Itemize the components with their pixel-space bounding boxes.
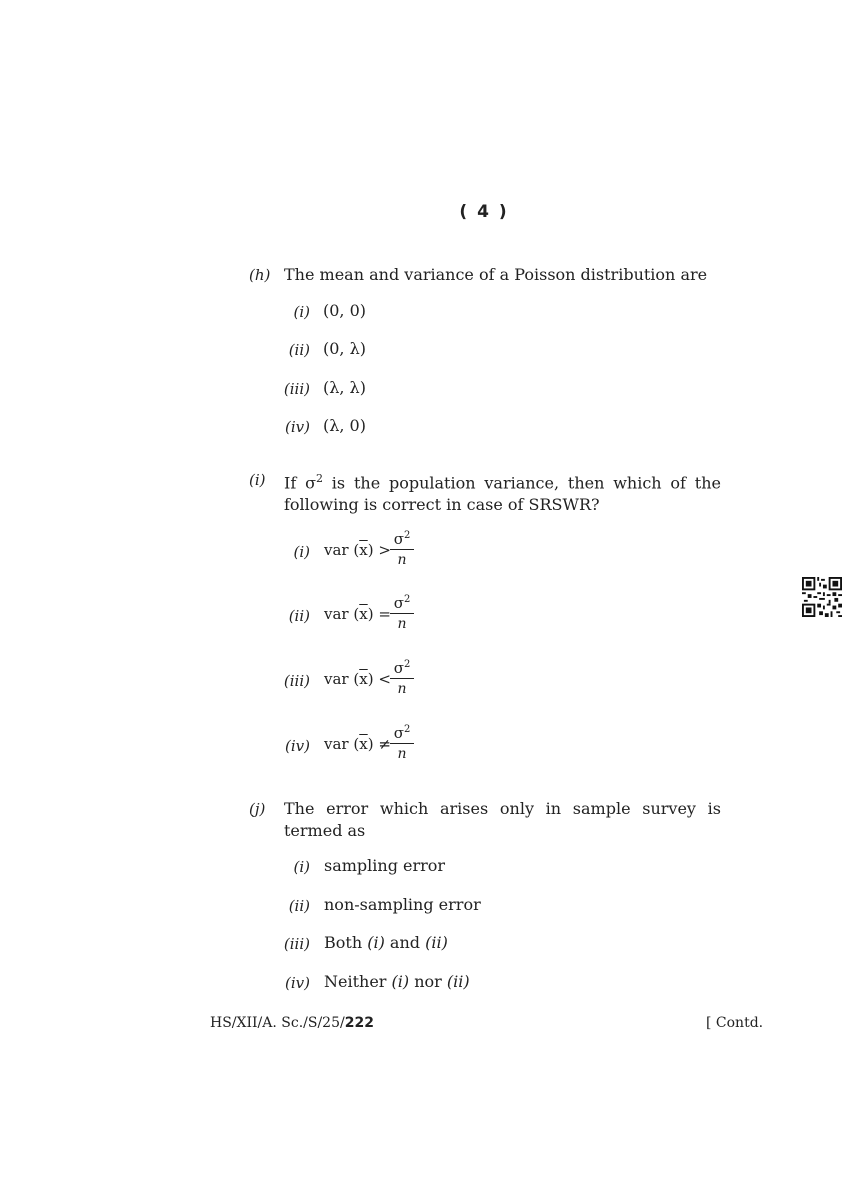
fraction: $\sigma^2$ n — [390, 656, 414, 698]
option-text: non-sampling error — [324, 895, 481, 914]
fraction: $\sigma^2$ n — [390, 591, 414, 633]
option-text: Both (i) and (ii) — [324, 933, 448, 952]
formula-lhs: var $(\overline{x})$ > — [324, 541, 391, 559]
contd-note: [ Contd. — [706, 1015, 764, 1031]
question-text-h: The mean and variance of a Poisson distribution are — [284, 265, 708, 284]
option-label: (iv) — [285, 737, 310, 755]
option-label: (ii) — [288, 607, 310, 625]
option-label: (iii) — [283, 380, 310, 398]
question-text-j: The error which arises only in sample survey is termed as — [284, 799, 721, 840]
formula-lhs: var $(\overline{x})$ < — [324, 670, 391, 688]
option-text: (0, 0) — [323, 301, 367, 320]
formula-lhs: var $(\overline{x})$ ≠ — [324, 735, 391, 753]
option-label: (ii) — [288, 897, 310, 915]
option-label: (iii) — [283, 672, 310, 690]
option-label: (iv) — [285, 974, 310, 992]
option-text: (λ, 0) — [323, 416, 366, 435]
option-label: (ii) — [288, 341, 310, 359]
option-label: (iii) — [283, 935, 310, 953]
option-text: sampling error — [324, 856, 446, 875]
option-label: (i) — [293, 303, 310, 321]
option-text: Neither (i) nor (ii) — [324, 972, 470, 991]
option-label: (i) — [293, 543, 310, 561]
question-label-i: (i) — [249, 471, 266, 489]
question-label-j: (j) — [249, 800, 266, 818]
page-number: ( 4 ) — [459, 202, 509, 222]
question-text-i: If $\sigma^2$ is the population variance, then which of the following is correct in case of SRSWR? — [284, 472, 721, 515]
option-label: (i) — [293, 858, 310, 876]
paper-code: HS/XII/A. Sc./S/25/222 — [210, 1015, 374, 1031]
qr-code-icon — [802, 577, 842, 617]
option-text: (0, λ) — [323, 339, 366, 358]
option-label: (iv) — [285, 418, 310, 436]
fraction: $\sigma^2$ n — [390, 527, 414, 569]
fraction: $\sigma^2$ n — [390, 721, 414, 763]
question-label-h: (h) — [249, 266, 271, 284]
option-text: (λ, λ) — [323, 378, 366, 397]
formula-lhs: var $(\overline{x})$ = — [324, 605, 391, 623]
